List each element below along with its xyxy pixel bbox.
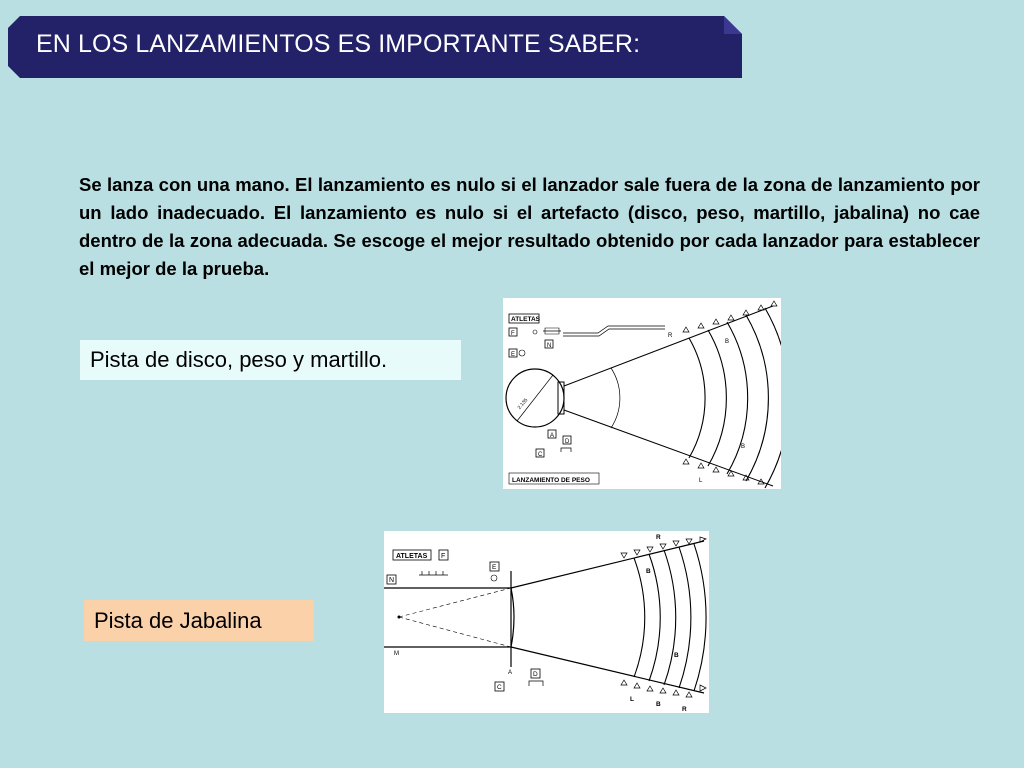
svg-text:B: B — [674, 652, 679, 659]
svg-text:R: R — [656, 534, 661, 541]
title-banner — [8, 16, 742, 78]
svg-text:N: N — [547, 343, 552, 349]
svg-text:D: D — [533, 671, 538, 678]
page-title: EN LOS LANZAMIENTOS ES IMPORTANTE SABER: — [36, 30, 641, 58]
svg-text:B: B — [741, 444, 746, 450]
diagram-jabalina — [384, 531, 709, 713]
svg-text:2.135: 2.135 — [516, 397, 530, 411]
atletas-label: ATLETAS — [511, 316, 541, 323]
label-disco-peso-martillo: Pista de disco, peso y martillo. — [80, 340, 461, 380]
svg-text:L: L — [630, 696, 634, 703]
svg-text:L: L — [699, 478, 703, 484]
label-jabalina: Pista de Jabalina — [84, 600, 314, 641]
sector-diagram-peso — [503, 298, 781, 489]
svg-text:D: D — [565, 439, 570, 445]
svg-text:C: C — [538, 452, 543, 458]
svg-text:B: B — [656, 701, 661, 708]
rules-paragraph: Se lanza con una mano. El lanzamiento es nulo si el lanzador sale fuera de la zona de lanzamiento por un lado inadecuado. El lanzamiento es nulo si el artefacto (disco, peso, martillo, jabalina) no cae dentro de la zona adecuada. Se escoge el mejor resultado obtenido por cada lanzador para establecer el mejor de la prueba. — [79, 174, 980, 279]
svg-text:R: R — [668, 333, 673, 339]
svg-text:B: B — [646, 568, 651, 575]
svg-text:B: B — [725, 339, 730, 345]
diagram-peso — [503, 298, 781, 489]
sector-diagram-jabalina — [384, 531, 709, 713]
svg-text:F: F — [441, 553, 446, 560]
svg-text:E: E — [492, 564, 497, 571]
svg-text:M: M — [394, 651, 399, 657]
svg-text:A: A — [550, 433, 555, 439]
svg-text:C: C — [497, 684, 502, 691]
svg-text:E: E — [511, 352, 516, 358]
atletas-label: ATLETAS — [396, 553, 428, 560]
diagram-peso-caption: LANZAMIENTO DE PESO — [512, 477, 590, 484]
svg-text:F: F — [511, 331, 515, 337]
svg-text:R: R — [682, 706, 687, 713]
svg-text:N: N — [389, 577, 395, 584]
svg-text:A: A — [508, 670, 513, 676]
